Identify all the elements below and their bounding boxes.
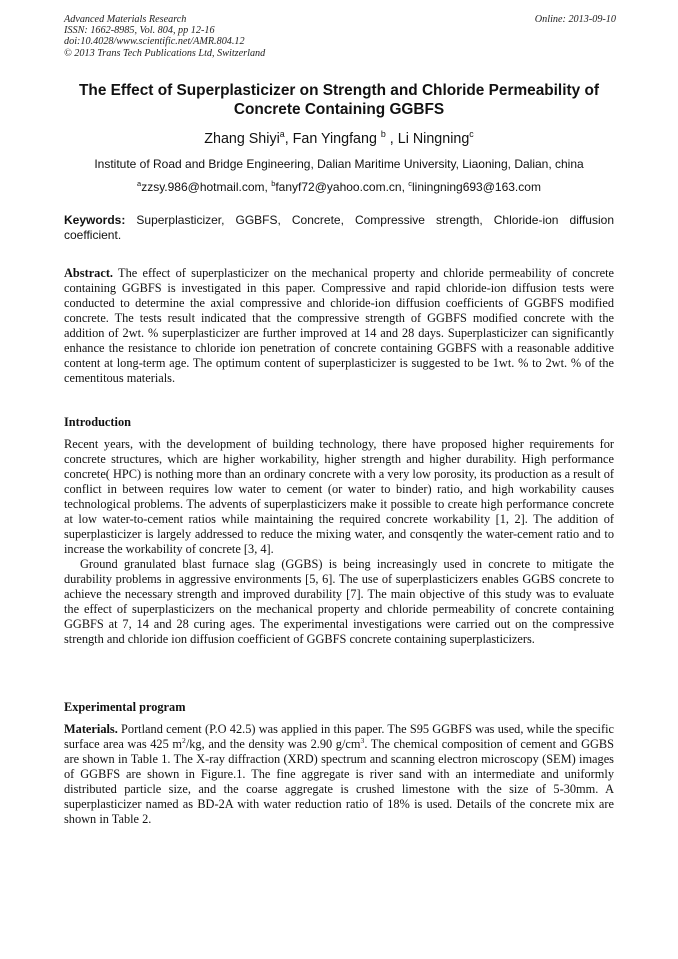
unit-exponent: 3 xyxy=(360,735,365,745)
author-affil-mark: c xyxy=(469,129,474,140)
abstract-text: The effect of superplasticizer on the mechanical property and chloride permeability of concrete containing GGBFS is investigated in this paper. Compressive and rapid chloride-ion diffusion tests were conducted to determine the axial compressive and chloride-ion diffusion coefficients of GGBFS modified concrete. The tests result indicated that the compressive strength of GGBFS modified concrete with the addition of 2wt. % superplasticizer are further improved at 14 and 28 days. Superplasticizer can significantly enhance the resistance to chloride ion penetration of concrete containing GGBFS with a reasonable additive content at long-term age. The optimum content of superplasticizer is suggested to be 1wt. % to 2wt. % of the cementitous materials. xyxy=(64,266,614,385)
author-separator: , xyxy=(284,131,293,147)
email-address: fanyf72@yahoo.com.cn xyxy=(275,180,402,194)
introduction-paragraph-2: Ground granulated blast furnace slag (GGBS) is being increasingly used in concrete to mitigate the durability problems in aggressive environments [5, 6]. The use of superplasticizers enables GGBS concrete to achieve the necessary strength and improved durability [7]. The main objective of this study was to evaluate the effect of superplasticizers on the mechanical property and chloride permeability of concrete containing GGBFS at 7, 14 and 28 curing ages. The experimental investigations were carried out on the compressive strength and chloride ion diffusion coefficient of GGBFS concrete containing superplasticizers. xyxy=(64,557,614,646)
copyright-line: © 2013 Trans Tech Publications Ltd, Switzerland xyxy=(64,47,266,59)
email-address: liningning693@163.com xyxy=(412,180,541,194)
unit-exponent: 2 xyxy=(182,735,186,745)
author-affiliation: Institute of Road and Bridge Engineering, Dalian Maritime University, Liaoning, Dalian, china xyxy=(94,157,584,171)
abstract-label: Abstract. xyxy=(64,266,114,280)
author-name: Fan Yingfang xyxy=(292,131,381,147)
materials-label: Materials. xyxy=(64,722,118,736)
author-affil-mark: a xyxy=(279,129,285,140)
materials-paragraph xyxy=(64,722,614,827)
keywords-text: Superplasticizer, GGBFS, Concrete, Compressive strength, Chloride-ion diffusion coefficient. xyxy=(64,213,614,242)
introduction-section xyxy=(64,437,614,647)
journal-header xyxy=(64,14,616,59)
keywords-label: Keywords: xyxy=(64,213,126,227)
journal-name: Advanced Materials Research xyxy=(64,14,187,25)
online-date: Online: 2013-09-10 xyxy=(534,14,616,25)
email-address: zzsy.986@hotmail.com xyxy=(141,180,265,194)
author-name: Li Ningning xyxy=(397,131,470,147)
paper-title: The Effect of Superplasticizer on Strength and Chloride Permeability of Concrete Containing GGBFS xyxy=(79,82,599,118)
section-heading-experimental: Experimental program xyxy=(64,700,186,714)
abstract-paragraph xyxy=(64,266,614,386)
journal-doi: doi:10.4028/www.scientific.net/AMR.804.12 xyxy=(64,36,245,48)
section-heading-introduction: Introduction xyxy=(64,415,131,429)
materials-text-2: /kg, and the density was 2.90 g/cm xyxy=(185,737,361,751)
keywords xyxy=(64,213,614,243)
journal-issn: ISSN: 1662-8985, Vol. 804, pp 12-16 xyxy=(64,25,215,37)
materials-section xyxy=(64,722,614,827)
author-affil-mark: b xyxy=(380,129,386,140)
materials-text-1: Portland cement (P.O 42.5) was applied in this paper. The S95 GGBFS was used, while the specific surface area was 425 m xyxy=(64,722,614,751)
author-separator: , xyxy=(385,131,398,147)
email-separator: , xyxy=(264,180,272,194)
email-separator: , xyxy=(401,180,409,194)
introduction-paragraph-1: Recent years, with the development of building technology, there have proposed higher requirements for concrete structures, which are higher workability, higher strength and higher durability. High performance concrete( HPC) is nothing more than an ordinary concrete with a very low porosity, its production as a result of conflict in between requires low water to cement (or water to binder) ratio, and high workability causes technological problems. The advents of superplasticizers make it possible to create high performance concrete at low water-to-cement ratios while maintaining the required concrete workability [1, 2]. The addition of superplasticizer is largely addressed to reduce the mixing water, and consqently the water-cement ratio and to increase the workability of concrete [3, 4]. xyxy=(64,437,614,556)
email-mark: b xyxy=(271,179,276,188)
email-mark: c xyxy=(408,179,412,188)
email-mark: a xyxy=(137,179,142,188)
abstract xyxy=(64,266,614,386)
author-list xyxy=(0,130,678,148)
materials-text-3: . The chemical composition of cement and GGBS are shown in Table 1. The X-ray diffraction (XRD) spectrum and scanning electron microscopy (SEM) images of GGBFS are shown in Figure.1. The fine aggregate is river sand with an intermediate and uniformly distributed particle size, and the coarse aggregate is crushed limestone with the size of 5-30mm. A superplasticizer named as BD-2A with water reduction ratio of 18% is used. Details of the concrete mix are shown in Table 2. xyxy=(64,737,614,826)
author-name: Zhang Shiyi xyxy=(204,131,280,147)
author-emails xyxy=(0,180,678,195)
